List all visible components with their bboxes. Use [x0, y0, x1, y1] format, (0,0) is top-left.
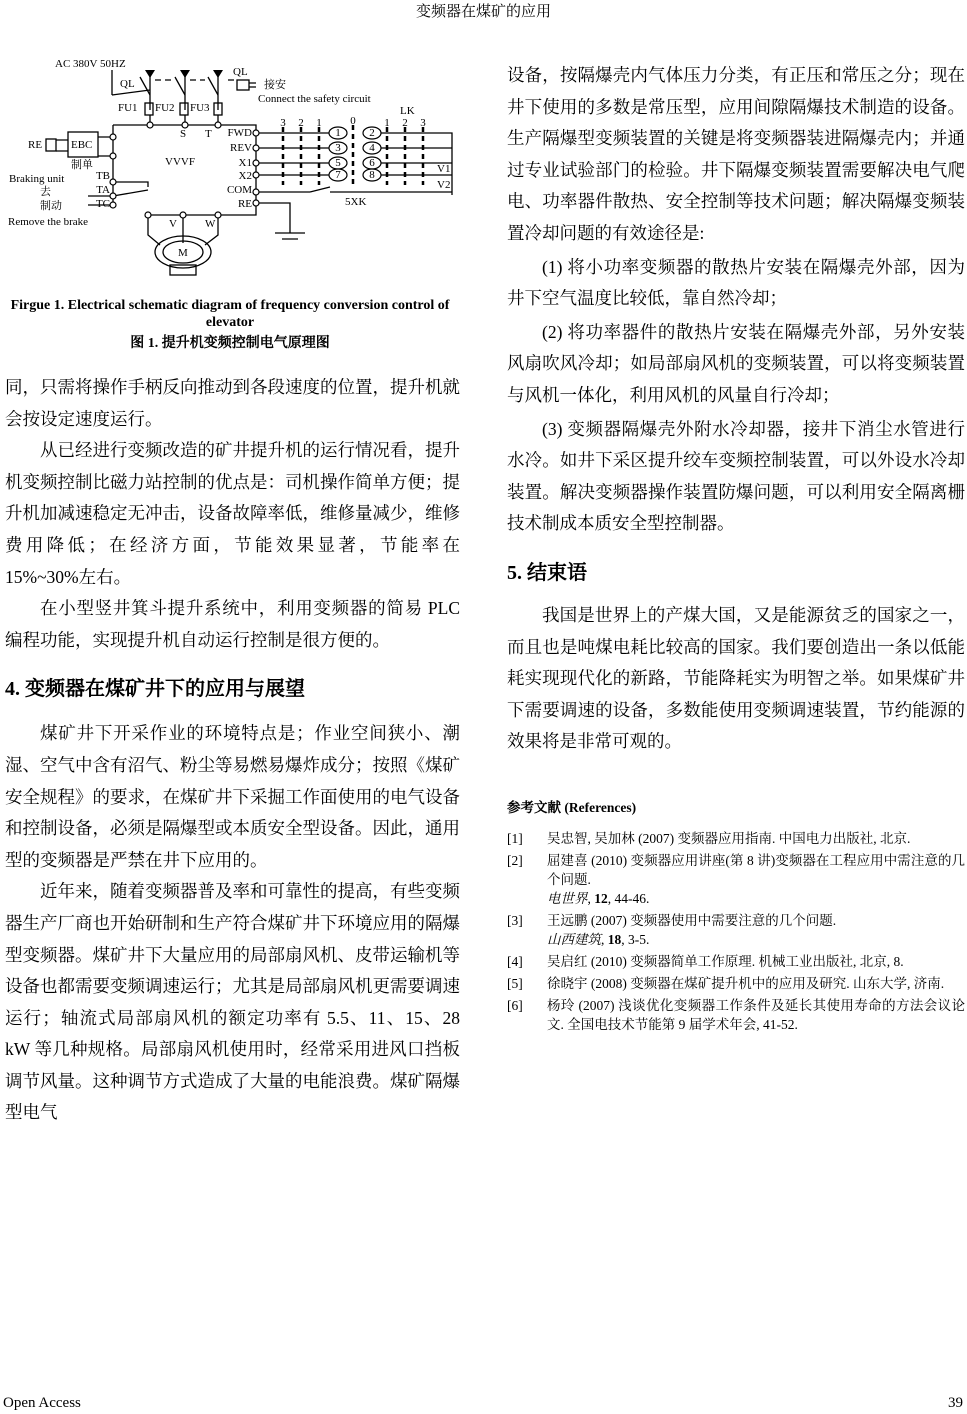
label-ql: QL	[120, 78, 135, 90]
contact-label: 3	[335, 142, 341, 154]
label-tb: TB	[95, 170, 110, 182]
left-column	[5, 372, 460, 1129]
ref-journal: 电世界	[547, 890, 588, 906]
label-vvvf: VVVF	[165, 156, 195, 168]
section-heading-4: 4. 变频器在煤矿井下的应用与展望	[5, 678, 305, 701]
label-v2: V2	[437, 179, 451, 191]
paragraph: 煤矿井下开采作业的环境特点是；作业空间狭小、潮湿、空气中含有沼气、粉尘等易燃易爆炸成分；按照《煤矿安全规程》的要求，在煤矿井下采掘工作面使用的电气设备和控制设备，必须是隔爆型或本质安全型设备。因此，通用型的变频器是严禁在井下应用的。	[5, 723, 460, 870]
elevator-schematic-figure	[0, 55, 470, 280]
reference-list	[507, 829, 965, 1034]
label-fu3: FU3	[190, 102, 210, 114]
references-heading: 参考文献 (References)	[507, 799, 637, 815]
label-zhidan: 制单	[71, 159, 93, 171]
contact-label: 2	[369, 127, 375, 139]
lk-position: 3	[420, 117, 426, 129]
paragraph: 同，只需将操作手柄反向推动到各段速度的位置，提升机就会按设定速度运行。	[5, 377, 460, 429]
ref-pages: , 44-46.	[607, 890, 650, 906]
ref-number: [5]	[507, 975, 523, 991]
reference-item	[507, 829, 965, 848]
contact-label: 6	[369, 157, 375, 169]
ref-volume: 18	[607, 931, 622, 947]
contact-label: 8	[369, 169, 375, 181]
label-safety: Connect the safety circuit	[258, 93, 371, 105]
label-re-left: RE	[28, 139, 43, 151]
ref-body: 王远鹏 (2007) 变频器使用中需要注意的几个问题.	[547, 912, 837, 928]
paragraph: 我国是世界上的产煤大国，又是能源贫乏的国家之一，而且也是吨煤电耗比较高的国家。我们要创造出一条以低能耗实现现代化的新路，节能降耗实为明智之举。如果煤矿井下需要调速的设备，多数能使用变频调速装置，节约能源的效果将是非常可观的。	[507, 604, 965, 752]
lk-position: 2	[402, 117, 408, 129]
label-5xk: 5XK	[345, 196, 367, 208]
label-zhidong: 制动	[40, 200, 62, 212]
label-w: W	[205, 218, 216, 230]
ref-text: 吴忠智, 吴加林 (2007) 变频器应用指南. 中国电力出版社, 北京.	[547, 830, 911, 846]
label-qu: 去	[40, 186, 51, 198]
ref-number: [1]	[507, 830, 523, 846]
label-jiean: 接安	[264, 79, 286, 91]
ref-source	[547, 889, 649, 908]
ref-text	[547, 851, 965, 908]
ref-number: [6]	[507, 997, 523, 1013]
lk-position: 2	[298, 117, 304, 129]
ref-sep: ,	[601, 931, 608, 947]
reference-item	[507, 996, 965, 1034]
reference-item	[507, 974, 965, 993]
ref-text: 杨玲 (2007) 浅谈优化变频器工作条件及延长其使用寿命的方法会议论文. 全国电技术节能第 9 届学术年会, 41-52.	[547, 997, 965, 1032]
reference-item	[507, 851, 965, 908]
list-item: (1) 将小功率变频器的散热片安装在隔爆壳外部，因为井下空气温度比较低，靠自然冷却；	[507, 256, 965, 309]
contact-label: 5	[335, 157, 341, 169]
label-s: S	[180, 128, 187, 140]
contact-label: 1	[335, 127, 341, 139]
right-column	[507, 60, 965, 1037]
section-heading-5: 5. 结束语	[507, 561, 587, 584]
label-ql2: QL	[233, 66, 248, 78]
label-fu1: FU1	[118, 102, 138, 114]
paragraph: 近年来，随着变频器普及率和可靠性的提高，有些变频器生产厂商也开始研制和生产符合煤矿井下环境应用的隔爆型变频器。煤矿井下大量应用的局部扇风机、皮带运输机等设备也都需要变频调速运行；尤其是局部扇风机更需要调速运行；轴流式局部扇风机的额定功率有 5.5、11、15、28 kW 等几种规格。局部扇风机使用时，经常采用进风口挡板调节风量。这种调节方式造成了大量的电能浪费。煤矿隔爆型电气	[5, 881, 460, 1123]
ref-text: 徐晓宇 (2008) 变频器在煤矿提升机中的应用及研究. 山东大学, 济南.	[547, 975, 945, 991]
list-item: (2) 将功率器件的散热片安装在隔爆壳外部，另外安装风扇吹风冷却；如局部扇风机的变频装置，可以将变频装置与风机一体化，利用风机的风量自行冷却；	[507, 321, 965, 405]
paragraph: 设备，按隔爆壳内气体压力分类，有正压和常压之分；现在井下使用的多数是常压型，应用间隙隔爆技术制造的设备。生产隔爆型变频装置的关键是将变频器装进隔爆壳内；并通过专业试验部门的检验。井下隔爆变频装置需要解决电气爬电、功率器件散热、安全控制等技术问题；解决隔爆变频装置冷却问题的有效途径是:	[507, 65, 965, 243]
figure-caption-cn: 图 1. 提升机变频控制电气原理图	[130, 336, 330, 351]
ref-sep: ,	[587, 890, 595, 906]
list-item: (3) 变频器隔爆壳外附水冷却器，接井下消尘水管进行水冷。如井下采区提升绞车变频控制装置，可以外设水冷却装置。解决变频器操作装置防爆问题，可以利用安全隔离栅技术制成本质安全型控制器。	[507, 418, 965, 534]
label-fwd: FWD	[227, 127, 252, 139]
label-motor: M	[178, 247, 188, 259]
ref-number: [4]	[507, 953, 523, 969]
label-ebc: EBC	[71, 139, 93, 151]
label-ta: TA	[96, 184, 110, 196]
lk-position: 0	[350, 115, 356, 127]
reference-item	[507, 911, 965, 949]
contact-label: 7	[335, 169, 341, 181]
figure-caption-en: Firgue 1. Electrical schematic diagram of frequency conversion control of elevator	[10, 298, 450, 330]
ref-text	[547, 911, 965, 949]
ref-volume: 12	[594, 890, 608, 906]
running-header: 变频器在煤矿的应用	[415, 4, 551, 20]
label-remove-brake: Remove the brake	[8, 216, 89, 228]
footer-open-access: Open Access	[3, 1395, 81, 1411]
paragraph: 在小型竖井箕斗提升系统中，利用变频器的简易 PLC 编程功能，实现提升机自动运行控制是很方便的。	[5, 598, 460, 650]
label-ac: AC 380V 50HZ	[55, 58, 126, 70]
label-v1: V1	[437, 163, 451, 175]
label-t: T	[205, 128, 212, 140]
label-fu2: FU2	[155, 102, 175, 114]
paragraph: 从已经进行变频改造的矿井提升机的运行情况看，提升机变频控制比磁力站控制的优点是：司机操作简单方便；提升机加减速稳定无冲击，设备故障率低，维修量减少，维修费用降低；在经济方面，节能效果显著，节能率在 15%~30%左右。	[5, 440, 460, 587]
ref-number: [2]	[507, 852, 523, 868]
label-com: COM	[226, 184, 252, 196]
contact-label: 4	[369, 142, 375, 154]
label-x2: X2	[238, 170, 252, 182]
label-x1: X1	[238, 157, 252, 169]
label-lk: LK	[400, 105, 415, 117]
label-tc: TC	[95, 198, 110, 210]
ref-body: 屈建喜 (2010) 变频器应用讲座(第 8 讲)变频器在工程应用中需注意的几个问题.	[547, 852, 965, 887]
label-rev: REV	[230, 142, 252, 154]
page-number: 39	[948, 1395, 963, 1411]
ref-text: 吴启红 (2010) 变频器简单工作原理. 机械工业出版社, 北京, 8.	[547, 953, 904, 969]
label-re: RE	[237, 198, 252, 210]
lk-position: 3	[280, 117, 286, 129]
lk-position: 1	[384, 117, 390, 129]
ref-source	[547, 930, 649, 949]
ref-number: [3]	[507, 912, 523, 928]
ref-journal: 山西建筑	[547, 931, 601, 947]
label-v: V	[169, 218, 177, 230]
ref-pages: , 3-5.	[621, 931, 650, 947]
label-braking-unit: Braking unit	[9, 173, 65, 185]
reference-item	[507, 952, 965, 971]
lk-position: 1	[316, 117, 322, 129]
